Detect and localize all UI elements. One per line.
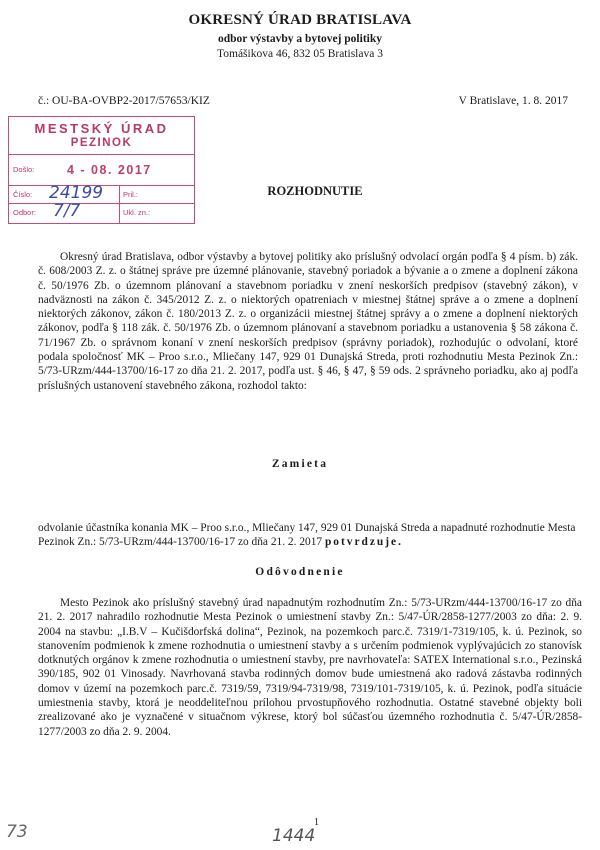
stamp-handler-handwritten: 7/7: [53, 201, 81, 221]
date-line: V Bratislave, 1. 8. 2017: [458, 95, 568, 107]
stamp-storage-label: Ukl. zn.:: [123, 208, 151, 217]
decision-intro-paragraph: Okresný úrad Bratislava, odbor výstavby a bytovej politiky ako príslušný odvolací orgán podľa § 4 písm. b) zák. č. 608/2003 Z. z. o štátnej správe pre územné plánovanie, stavebný poriadok a bývanie a o zmene a doplnení zákona č. 50/1976 Zb. o územnom plánovaní a stavebnom poriadku v znení neskorších predpisov (stavebný zákon), v nadväznosti na zákon č. 345/2012 Z. z. o niektorých opatreniach v miestnej štátnej správe a o zmene a doplnení niektorých zákonov, zákon č. 180/2013 Z. z. o organizácii miestnej štátnej správy a o zmene a doplnení niektorých zákonov, podľa § 118 zák. č. 50/1976 Zb. o územnom plánovaní a stavebnom poriadku a ustanovenia § 58 zákona č. 71/1967 Zb. o správnom konaní v znení neskorších predpisov (správny poriadok), rozhodujúc o odvolaní, ktoré podala spoločnosť MK – Proo s.r.o., Mliečany 147, 929 01 Dunajská Streda, proti rozhodnutiu Mesta Pezinok Zn.: 5/73-URzm/444-13700/16-17 zo dňa 21. 2. 2017, podľa ust. § 46, § 47, § 59 ods. 2 správneho poriadku, ako aj podľa príslušných ustanovení stavebného zákona, rozhodol takto:: [38, 251, 578, 392]
decision-title: ROZHODNUTIE: [267, 184, 363, 198]
page-number: 1: [314, 817, 319, 828]
stamp-handler-label: Odbor:: [13, 208, 36, 217]
stamp-number-label: Číslo:: [13, 190, 33, 199]
reasoning-paragraph: Mesto Pezinok ako príslušný stavebný úrad napadnutým rozhodnutím Zn.: 5/73-URzm/444-13700/16-17 zo dňa 21. 2. 2017 nahradilo rozhodnutie Mesta Pezinok o umiestnení stavby Zn.: 5/47-ÚR/2858-1277/2003 zo dňa: 2. 9. 2004 na stavbu: „I.B.V – Kučišdorfská dolina“, Pezinok, na pozemkoch parc.č. 7319/1-7319/105, k. ú. Pezinok, so stanovením podmienok k zmene rozhodnutia o umiestnení stavby a s určením podmienok vyplývajúcich zo stanovísk dotknutých orgánov k zmene rozhodnutia o umiestnení stavby, pre navrhovateľa: SATEX International s.r.o., Pezinská 390/185, 902 01 Vinosady. Navrhovaná stavba rodinných domov bude umiestnená ako radová zástavba rodinných domov v území na pozemkoch parc.č. 7319/59, 7319/94-7319/98, 7319/101-7319/105, k. ú. Pezinok, podľa situácie umiestnenia stavby, ktorá je neoddeliteľnou prílohou prvostupňového rozhodnutia. Ostatné stavebné objekty boli zrealizované ako je vyznačené v situačnom výkrese, ktorý bol súčasťou územného rozhodnutia č. 5/47-ÚR/2858-1277/2003 zo dňa 2. 9. 2004.: [38, 597, 582, 738]
verdict-confirms: potvrdzuje.: [324, 536, 403, 549]
issuer-name: OKRESNÝ ÚRAD BRATISLAVA: [188, 12, 412, 28]
stamp-town: PEZINOK: [70, 137, 133, 149]
reasoning-heading: Odôvodnenie: [255, 566, 345, 578]
verdict-heading: Zamieta: [271, 458, 329, 470]
verdict-paragraph: [38, 521, 584, 550]
stamp-number-handwritten: 24199: [49, 183, 104, 203]
stamp-office: MESTSKÝ ÚRAD: [34, 121, 169, 136]
handwritten-note-left: 73: [6, 822, 28, 842]
issuer-department: odbor výstavby a bytovej politiky: [217, 33, 382, 45]
reference-number: č.: OU-BA-OVBP2-2017/57653/KIZ: [38, 95, 210, 107]
verdict-text: odvolanie účastníka konania MK – Proo s.r.o., Mliečany 147, 929 01 Dunajská Streda a napadnuté rozhodnutie Mesta Pezinok Zn.: 5/73-URzm/444-13700/16-17 zo dňa 21. 2. 2017: [38, 522, 576, 549]
stamp-received-date: 4 - 08. 2017: [67, 163, 152, 177]
handwritten-note-bottom: 1444: [272, 826, 316, 846]
stamp-received-label: Došlo:: [13, 165, 35, 174]
received-stamp: [8, 116, 195, 224]
issuer-address: Tomášikova 46, 832 05 Bratislava 3: [217, 48, 383, 60]
stamp-attachments-label: Pril.:: [123, 190, 138, 199]
